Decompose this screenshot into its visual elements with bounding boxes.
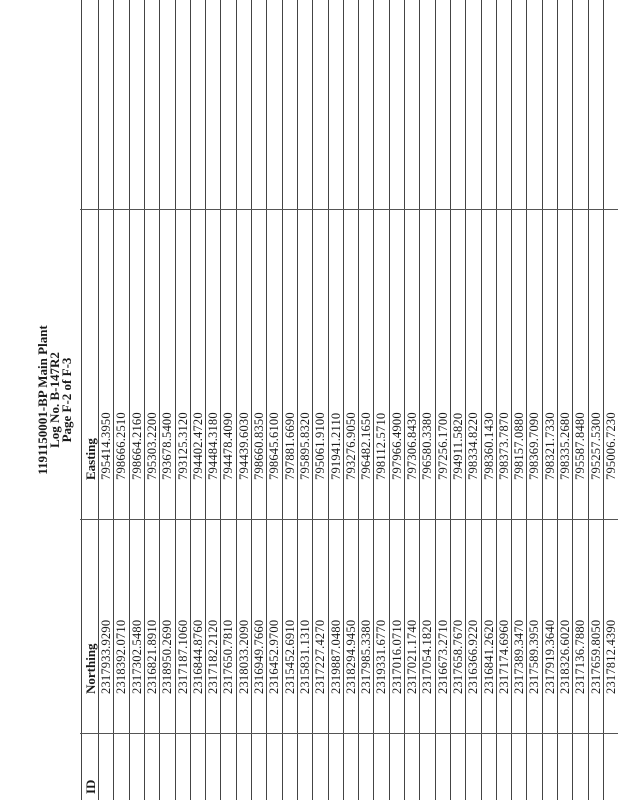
easting-cell: 794911.5820 [450, 412, 465, 480]
table-top-border [81, 0, 82, 800]
easting-cell: 795587.8480 [573, 412, 588, 480]
northing-cell: 2317021.1740 [405, 619, 419, 694]
northing-cell: 2318950.2690 [160, 619, 175, 694]
northing-cell: 2317812.4390 [603, 619, 618, 694]
easting-cell: 798360.1430 [481, 412, 496, 480]
northing-cell: 2316949.7660 [252, 619, 266, 694]
easting-cell: 798335.2680 [558, 412, 572, 480]
easting-cell: 798660.8350 [252, 412, 266, 480]
northing-cell: 2318294.9450 [343, 619, 358, 694]
column-header-northing: Northing [83, 643, 98, 694]
easting-cell: 797306.8430 [405, 412, 419, 480]
easting-cell: 794439.6030 [236, 412, 251, 480]
easting-cell: 794478.4090 [221, 412, 236, 480]
northing-cell: 2317933.9290 [99, 619, 113, 694]
log-number: Log No. B-147R2 [47, 352, 62, 448]
northing-cell: 2317302.5480 [129, 619, 144, 694]
coordinates-table [80, 0, 618, 800]
northing-cell: 2317174.6960 [496, 619, 511, 694]
easting-cell: 798645.6100 [267, 412, 282, 480]
easting-cell: 798373.7870 [496, 412, 511, 480]
northing-cell: 2319331.6770 [374, 619, 389, 694]
page-number: Page F-2 of F-3 [59, 357, 74, 443]
northing-cell: 2315831.1310 [297, 619, 312, 694]
northing-cell: 2317227.4270 [313, 619, 328, 694]
northing-cell: 2317136.7880 [573, 619, 588, 694]
column-header-id: ID [83, 779, 98, 794]
easting-cell: 795414.3950 [99, 412, 113, 480]
easting-cell: 797256.1700 [435, 412, 450, 480]
northing-cell: 2317659.8050 [588, 619, 603, 694]
northing-cell: 2317054.1820 [420, 619, 435, 694]
easting-cell: 795257.5300 [588, 412, 603, 480]
easting-cell: 795895.8320 [297, 412, 312, 480]
column-divider [80, 519, 618, 520]
easting-cell: 797881.6690 [282, 412, 297, 480]
northing-cell: 2316841.2620 [481, 619, 496, 694]
northing-cell: 2317389.3470 [512, 619, 527, 694]
northing-cell: 2317182.2120 [206, 619, 221, 694]
northing-cell: 2316452.9700 [267, 619, 282, 694]
document-title: 1191150001-BP Main Plant [35, 325, 50, 475]
northing-cell: 2319887.0480 [328, 619, 343, 694]
northing-cell: 2316673.2710 [435, 619, 450, 694]
northing-cell: 2317985.3380 [359, 619, 374, 694]
easting-cell: 798157.0880 [512, 412, 527, 480]
easting-cell: 794402.4720 [190, 412, 205, 480]
easting-cell: 797966.4900 [389, 412, 404, 480]
northing-cell: 2317589.3950 [527, 619, 542, 694]
northing-cell: 2316844.8760 [190, 619, 205, 694]
northing-cell: 2317187.1060 [175, 619, 190, 694]
northing-cell: 2318033.2090 [236, 619, 251, 694]
easting-cell: 794484.3180 [206, 412, 221, 480]
easting-cell: 793125.3120 [175, 412, 190, 480]
northing-cell: 2316366.9220 [466, 619, 481, 694]
easting-cell: 795303.2200 [144, 412, 159, 480]
easting-cell: 793276.9050 [343, 412, 358, 480]
easting-cell: 798664.2160 [129, 412, 144, 480]
easting-cell: 798666.2510 [114, 412, 129, 480]
easting-cell: 798369.7090 [527, 412, 542, 480]
northing-cell: 2316821.8910 [144, 619, 159, 694]
column-divider [80, 733, 618, 734]
easting-cell: 795006.7230 [603, 412, 618, 480]
easting-cell: 798321.7330 [542, 412, 557, 480]
easting-cell: 796482.1650 [359, 412, 374, 480]
northing-cell: 2317650.7810 [221, 619, 236, 694]
easting-cell: 793678.5400 [160, 412, 175, 480]
easting-cell: 795061.9100 [313, 412, 328, 480]
northing-cell: 2317016.0710 [389, 619, 404, 694]
easting-cell: 791941.2110 [328, 412, 343, 480]
easting-cell: 798334.8220 [466, 412, 481, 480]
northing-cell: 2315452.6910 [282, 619, 297, 694]
easting-cell: 796580.3380 [420, 412, 435, 480]
column-divider [80, 209, 618, 210]
column-header-easting: Easting [83, 438, 98, 480]
easting-cell: 798112.5710 [374, 412, 389, 480]
northing-cell: 2317919.3640 [542, 619, 557, 694]
northing-cell: 2317658.7670 [450, 619, 465, 694]
northing-cell: 2318392.0710 [114, 619, 129, 694]
northing-cell: 2318326.6020 [558, 619, 572, 694]
